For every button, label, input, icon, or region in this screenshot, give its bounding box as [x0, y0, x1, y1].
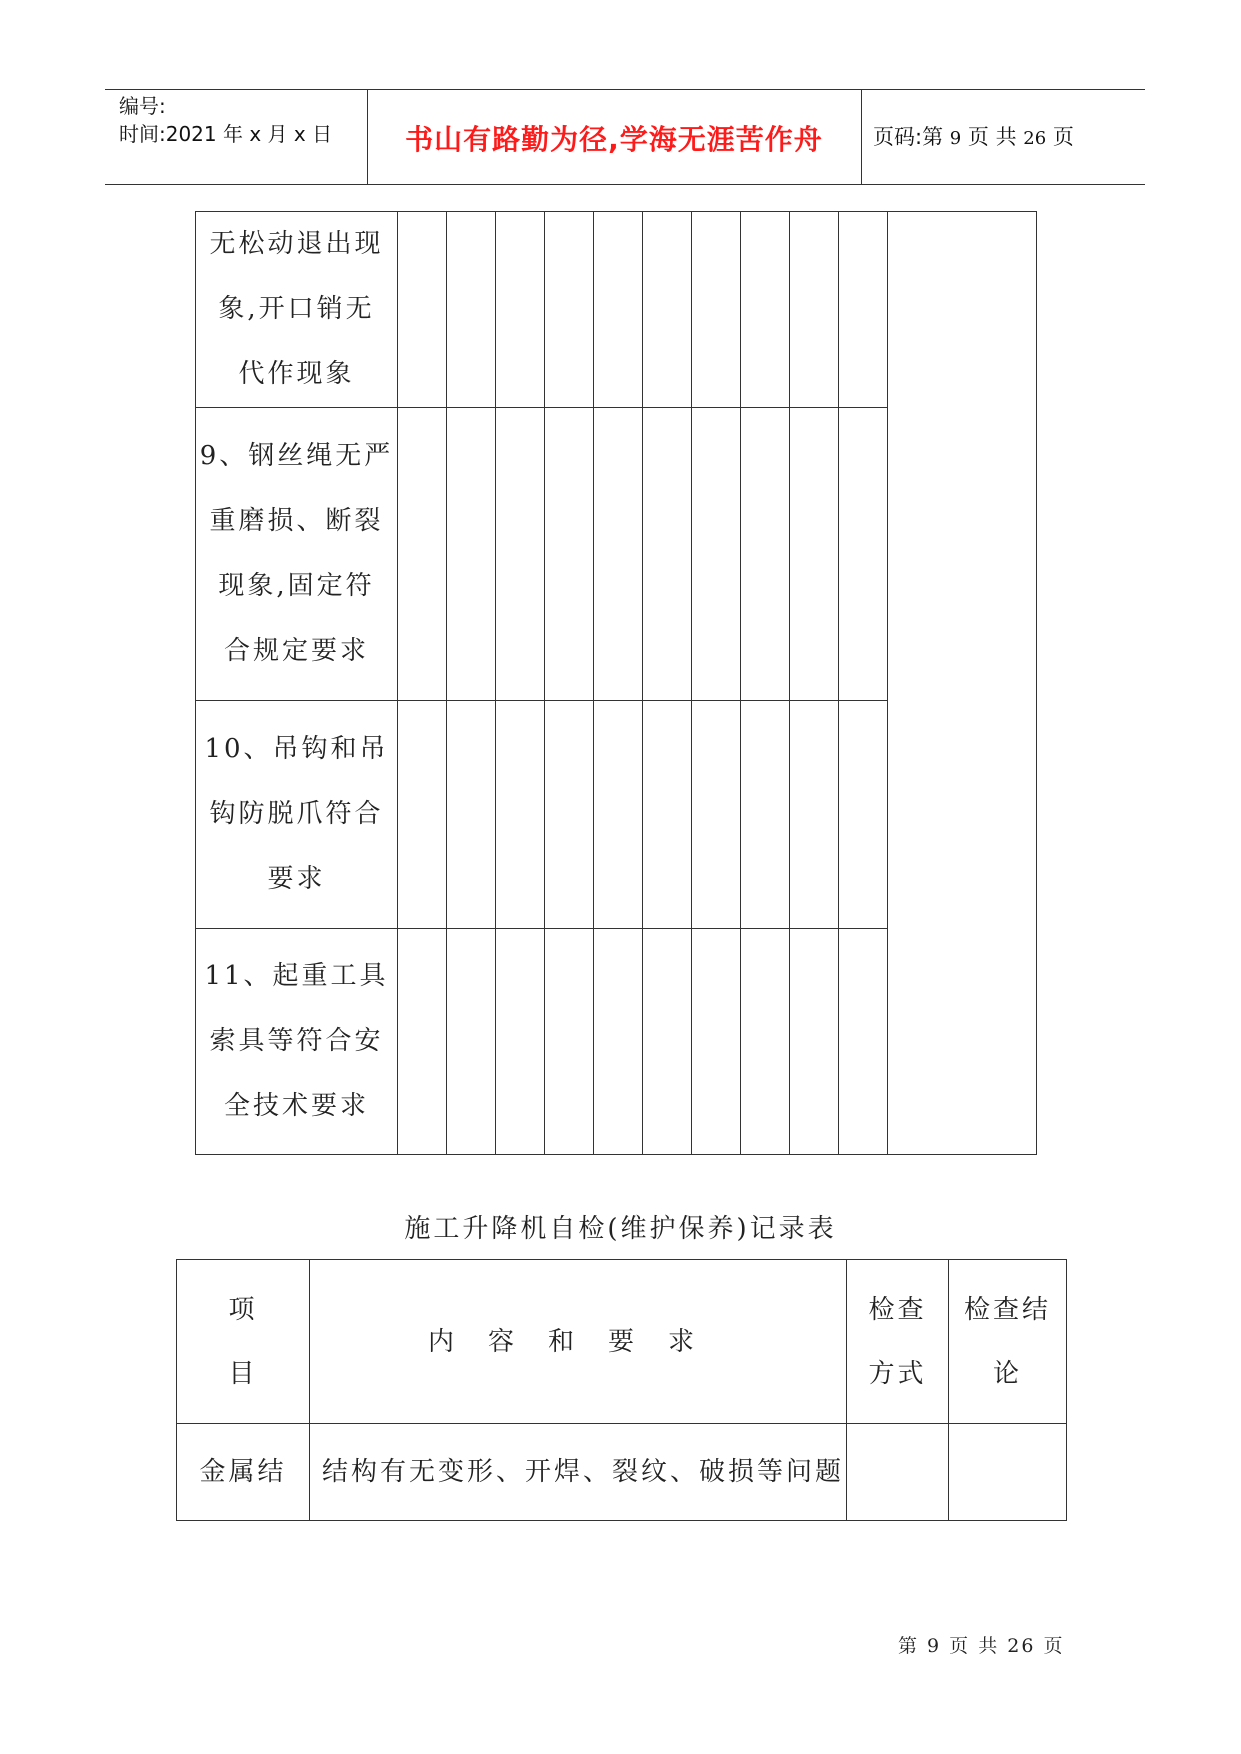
row-method[interactable]	[847, 1424, 949, 1521]
check-cell[interactable]	[545, 408, 594, 701]
check-cell[interactable]	[790, 408, 839, 701]
item-requirement	[196, 212, 398, 408]
header-item	[177, 1260, 310, 1424]
check-cell[interactable]	[643, 212, 692, 408]
item-line: 要求	[267, 864, 326, 894]
page-prefix: 页码:第	[873, 125, 944, 149]
check-cell[interactable]	[839, 701, 888, 929]
check-cell[interactable]	[594, 212, 643, 408]
header-motto: 书山有路勤为径,学海无涯苦作舟	[405, 123, 823, 156]
page-suffix: 页	[1052, 125, 1074, 149]
check-cell[interactable]	[447, 701, 496, 929]
check-cell[interactable]	[741, 408, 790, 701]
check-cell[interactable]	[790, 929, 839, 1155]
row-content: 结构有无变形、开焊、裂纹、破损等问题	[310, 1424, 847, 1521]
page-footer: 第 9 页 共 26 页	[898, 1635, 1065, 1657]
check-cell[interactable]	[839, 929, 888, 1155]
check-cell[interactable]	[643, 929, 692, 1155]
item-requirement	[196, 701, 398, 929]
record-table	[176, 1259, 1067, 1521]
page-total: 26	[1023, 128, 1047, 149]
header-result-line: 检查结	[963, 1294, 1051, 1325]
item-line: 合规定要求	[223, 636, 369, 666]
check-cell[interactable]	[839, 212, 888, 408]
check-cell[interactable]	[447, 408, 496, 701]
check-cell[interactable]	[496, 408, 545, 701]
check-cell[interactable]	[692, 929, 741, 1155]
check-cell[interactable]	[447, 212, 496, 408]
item-line: 全技术要求	[223, 1091, 369, 1121]
page-mid: 页 共	[967, 125, 1017, 149]
item-line: 无松动退出现	[209, 229, 384, 259]
header-result-line: 论	[992, 1358, 1022, 1389]
inspection-table	[195, 211, 1037, 1155]
check-cell[interactable]	[741, 701, 790, 929]
remarks-cell[interactable]	[888, 212, 1037, 1155]
check-cell[interactable]	[447, 929, 496, 1155]
header-method	[847, 1260, 949, 1424]
item-line: 9、钢丝绳无严	[199, 441, 394, 471]
check-cell[interactable]	[692, 212, 741, 408]
header-divider	[861, 90, 862, 184]
table-header-row	[177, 1260, 1067, 1424]
item-line: 钩防脱爪符合	[209, 799, 384, 829]
check-cell[interactable]	[643, 408, 692, 701]
row-result[interactable]	[949, 1424, 1067, 1521]
item-line: 现象,固定符	[218, 571, 375, 601]
header-content: 内容和要求	[310, 1260, 847, 1424]
check-cell[interactable]	[692, 701, 741, 929]
check-cell[interactable]	[790, 212, 839, 408]
record-table-title: 施工升降机自检(维护保养)记录表	[404, 1214, 837, 1244]
item-line: 10、吊钩和吊	[204, 734, 389, 764]
item-line: 重磨损、断裂	[209, 506, 384, 536]
check-cell[interactable]	[496, 212, 545, 408]
check-cell[interactable]	[741, 929, 790, 1155]
check-cell[interactable]	[398, 929, 447, 1155]
item-requirement	[196, 929, 398, 1155]
check-cell[interactable]	[692, 408, 741, 701]
header-method-line: 检查	[868, 1294, 927, 1325]
number-label: 编号:	[119, 94, 166, 118]
page-num: 9	[949, 128, 962, 149]
check-cell[interactable]	[790, 701, 839, 929]
item-line: 11、起重工具	[204, 961, 389, 991]
check-cell[interactable]	[398, 408, 447, 701]
header-result	[949, 1260, 1067, 1424]
check-cell[interactable]	[594, 408, 643, 701]
check-cell[interactable]	[594, 929, 643, 1155]
item-line: 代作现象	[238, 359, 355, 389]
header-meta	[119, 92, 332, 148]
item-line: 象,开口销无	[218, 294, 375, 324]
header-method-line: 方式	[868, 1358, 927, 1389]
item-line: 索具等符合安	[209, 1026, 384, 1056]
time-label: 时间:2021 年 x 月 x 日	[119, 122, 333, 146]
row-item: 金属结	[177, 1424, 310, 1521]
check-cell[interactable]	[545, 929, 594, 1155]
check-cell[interactable]	[741, 212, 790, 408]
header-page-number	[873, 121, 1074, 151]
check-cell[interactable]	[839, 408, 888, 701]
check-cell[interactable]	[594, 701, 643, 929]
check-cell[interactable]	[643, 701, 692, 929]
header-item-line: 目	[228, 1358, 258, 1389]
item-requirement	[196, 408, 398, 701]
table-row	[196, 212, 1037, 408]
table-row	[177, 1424, 1067, 1521]
check-cell[interactable]	[545, 701, 594, 929]
check-cell[interactable]	[398, 701, 447, 929]
check-cell[interactable]	[496, 701, 545, 929]
check-cell[interactable]	[545, 212, 594, 408]
check-cell[interactable]	[398, 212, 447, 408]
header-item-line: 项	[228, 1294, 258, 1325]
page-header	[105, 89, 1145, 185]
check-cell[interactable]	[496, 929, 545, 1155]
